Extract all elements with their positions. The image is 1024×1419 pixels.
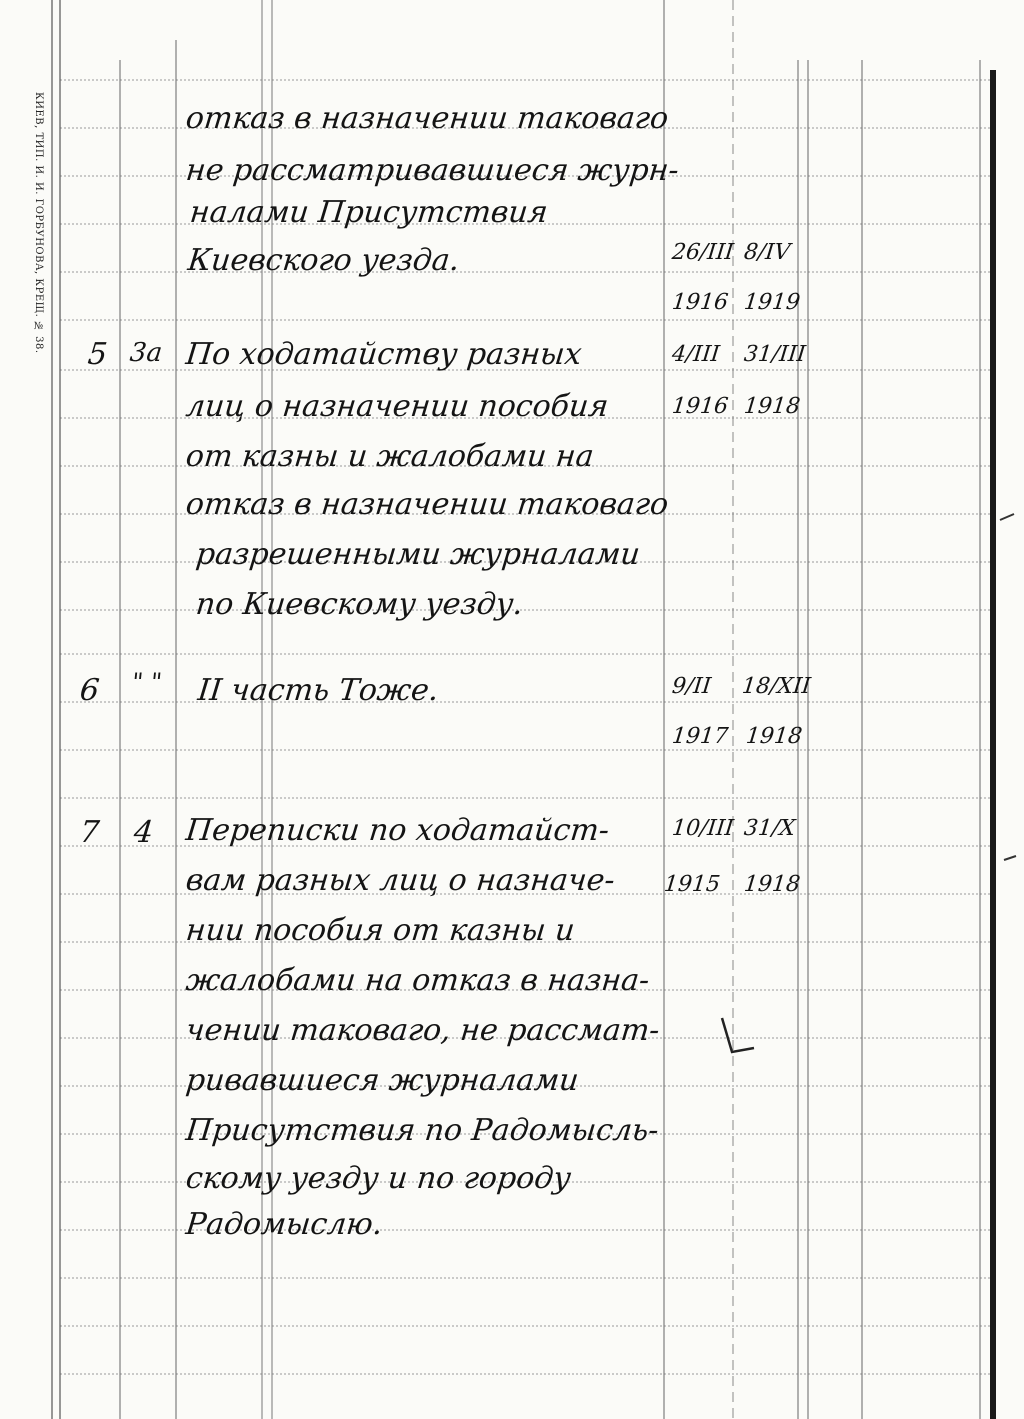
description-line: По ходатайству разных xyxy=(184,337,584,372)
description-line: Переписки по ходатайст- xyxy=(184,813,611,848)
start-date-year: 1915 xyxy=(662,872,722,897)
entry-number: 5 xyxy=(86,337,109,372)
entry-code: 4 xyxy=(132,815,155,850)
end-date-year: 1918 xyxy=(744,724,804,749)
start-date-year: 1917 xyxy=(670,724,730,749)
stray-tick-mark xyxy=(1004,856,1016,860)
description-line: вам разных лиц о назначе- xyxy=(184,863,617,898)
description-line: разрешенными журналами xyxy=(194,537,642,572)
description-line: жалобами на отказ в назна- xyxy=(184,963,652,998)
description-line: скому уезду и по городу xyxy=(184,1161,573,1196)
description-line: Киевского уезда. xyxy=(186,243,462,278)
description-line: не рассматривавшиеся журн- xyxy=(184,153,681,188)
printer-imprint: КИЕВ, ТИП. И. И. ГОРБУНОВА, КРЕЩ. № 38. xyxy=(33,92,44,354)
end-date-day: 18/XII xyxy=(740,674,812,699)
description-line: ривавшиеся журналами xyxy=(184,1063,581,1098)
description-line: от казны и жалобами на xyxy=(184,439,596,474)
description-line: Присутствия по Радомысль- xyxy=(184,1113,661,1148)
start-date-day: 4/III xyxy=(670,342,721,367)
stray-tick-mark xyxy=(1000,514,1014,520)
entry-number: 6 xyxy=(78,673,101,708)
end-date-day: 31/X xyxy=(742,816,797,841)
description-line: налами Присутствия xyxy=(188,195,550,230)
entry-code: 3а xyxy=(128,338,164,368)
end-date-day: 8/IV xyxy=(742,240,792,265)
description-line: нии пособия от казны и xyxy=(184,913,577,948)
description-line: отказ в назначении таковаго xyxy=(184,487,671,522)
pencil-check-mark xyxy=(722,1018,754,1052)
end-date-day: 31/III xyxy=(742,342,807,367)
start-date-day: 9/II xyxy=(670,674,713,699)
end-date-year: 1918 xyxy=(742,872,802,897)
description-line: чении таковаго, не рассмат- xyxy=(184,1013,662,1048)
right-edge-border xyxy=(990,70,996,1419)
end-date-year: 1918 xyxy=(742,394,802,419)
description-line: II часть Тоже. xyxy=(196,673,441,708)
start-date-year: 1916 xyxy=(670,394,730,419)
description-line: отказ в назначении таковаго xyxy=(184,101,671,136)
start-date-day: 26/III xyxy=(670,240,735,265)
description-line: лиц о назначении пособия xyxy=(184,389,611,424)
start-date-day: 10/III xyxy=(670,816,735,841)
description-line: по Киевскому уезду. xyxy=(194,587,525,622)
entry-code: " " xyxy=(130,668,164,696)
description-line: Радомыслю. xyxy=(184,1207,385,1242)
entry-number: 7 xyxy=(78,815,101,850)
start-date-year: 1916 xyxy=(670,290,730,315)
end-date-year: 1919 xyxy=(742,290,802,315)
